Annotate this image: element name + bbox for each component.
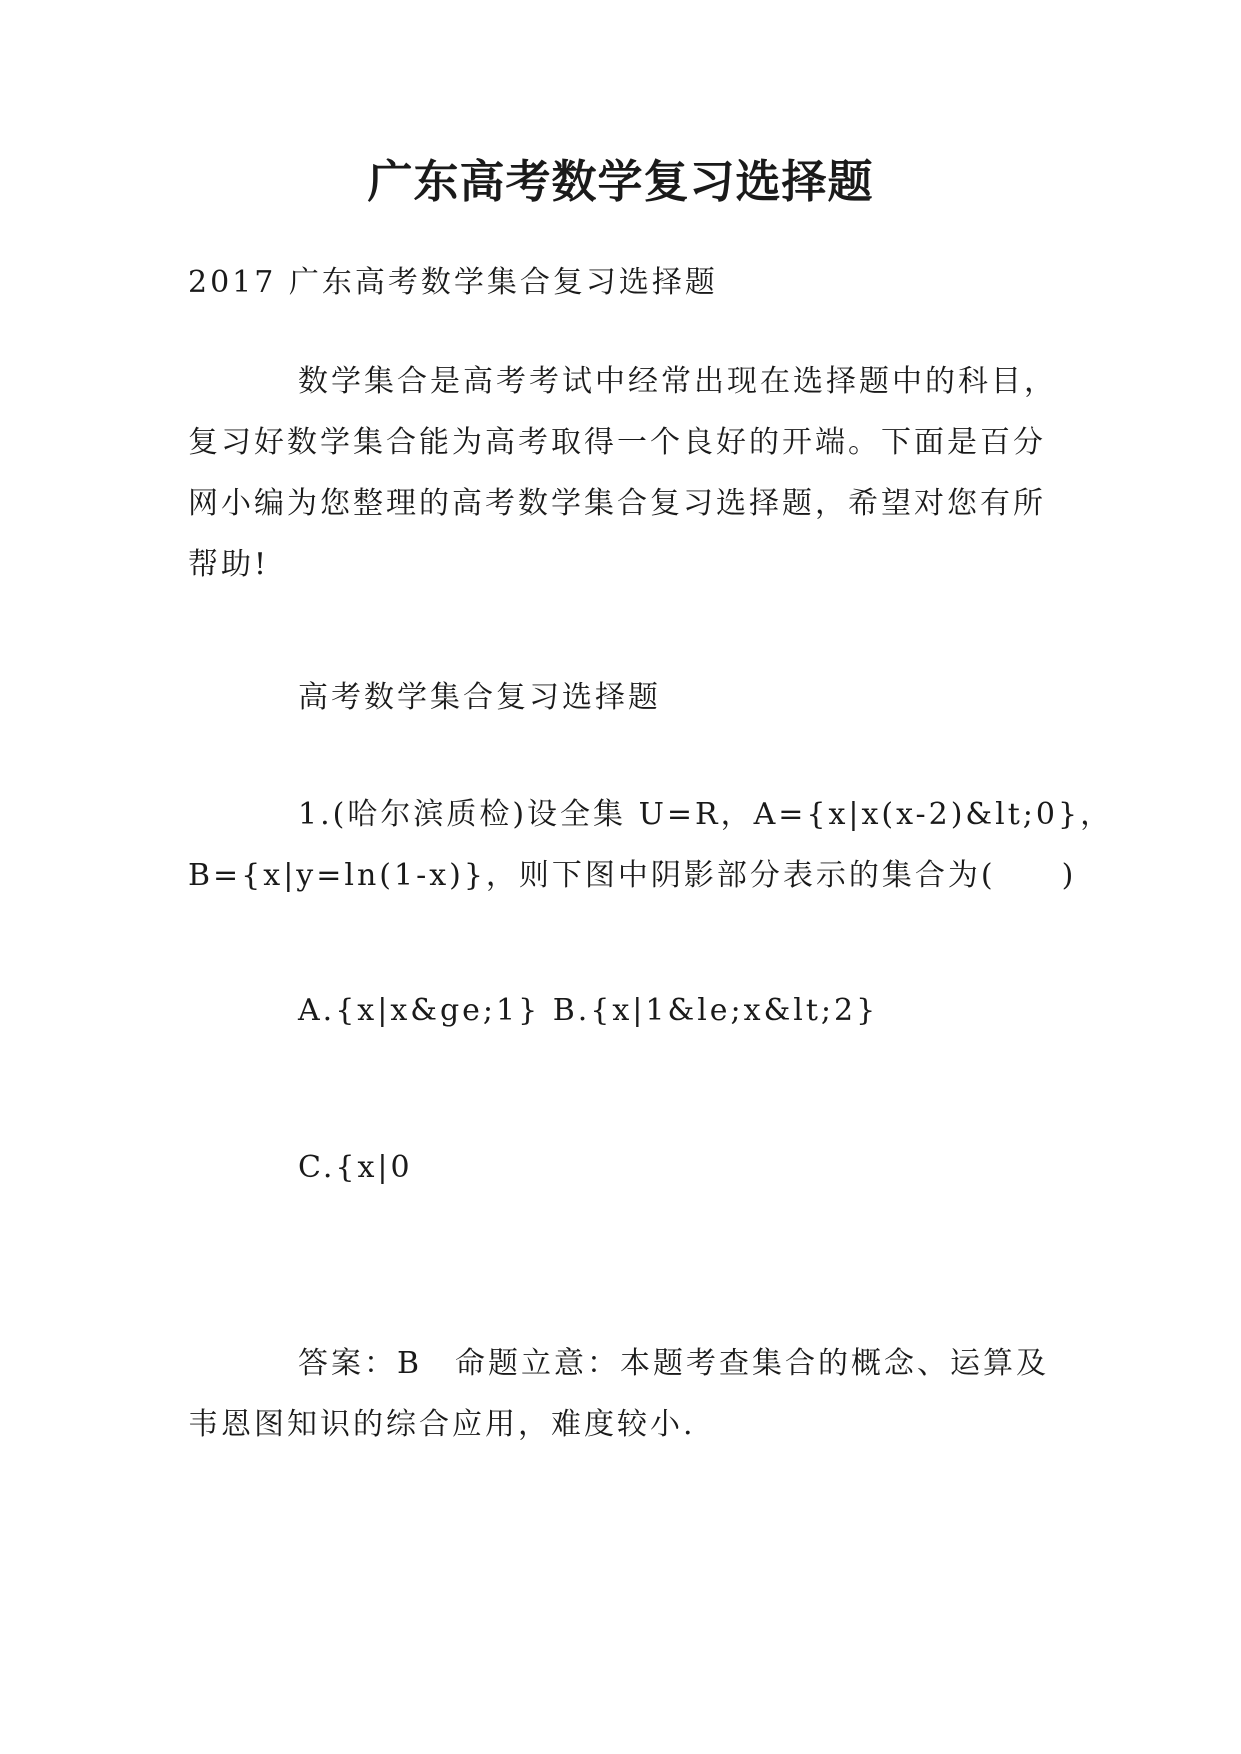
answer-line-2: 韦恩图知识的综合应用，难度较小. bbox=[188, 1407, 696, 1442]
intro-line-2: 复习好数学集合能为高考取得一个良好的开端。下面是百分 bbox=[188, 425, 1046, 460]
option-c bbox=[188, 1137, 1068, 1198]
option-c-text: C.{x|0 bbox=[298, 1150, 413, 1185]
document-subtitle bbox=[188, 252, 1068, 313]
options-ab bbox=[188, 980, 1068, 1041]
document-title: 广东高考数学复习选择题 bbox=[367, 155, 874, 208]
section-heading bbox=[188, 667, 1068, 728]
subtitle-text: 2017 广东高考数学集合复习选择题 bbox=[188, 265, 718, 300]
intro-line-3: 网小编为您整理的高考数学集合复习选择题，希望对您有所 bbox=[188, 486, 1046, 521]
question-1-line-2: B={x|y=ln(1-x)}，则下图中阴影部分表示的集合为( ) bbox=[188, 858, 1077, 893]
options-ab-text: A.{x|x&ge;1} B.{x|1&le;x&lt;2} bbox=[298, 993, 879, 1028]
answer-line-1: 答案：B 命题立意：本题考查集合的概念、运算及 bbox=[298, 1346, 1050, 1381]
question-1-line-1: 1.(哈尔滨质检)设全集 U=R，A={x|x(x-2)&lt;0}， bbox=[298, 797, 1114, 832]
question-1 bbox=[188, 784, 1114, 906]
intro-line-4: 帮助! bbox=[188, 547, 270, 582]
section-heading-text: 高考数学集合复习选择题 bbox=[298, 680, 661, 715]
intro-line-1: 数学集合是高考考试中经常出现在选择题中的科目， bbox=[298, 364, 1057, 399]
intro-paragraph bbox=[188, 351, 1068, 595]
answer-paragraph bbox=[188, 1333, 1068, 1455]
